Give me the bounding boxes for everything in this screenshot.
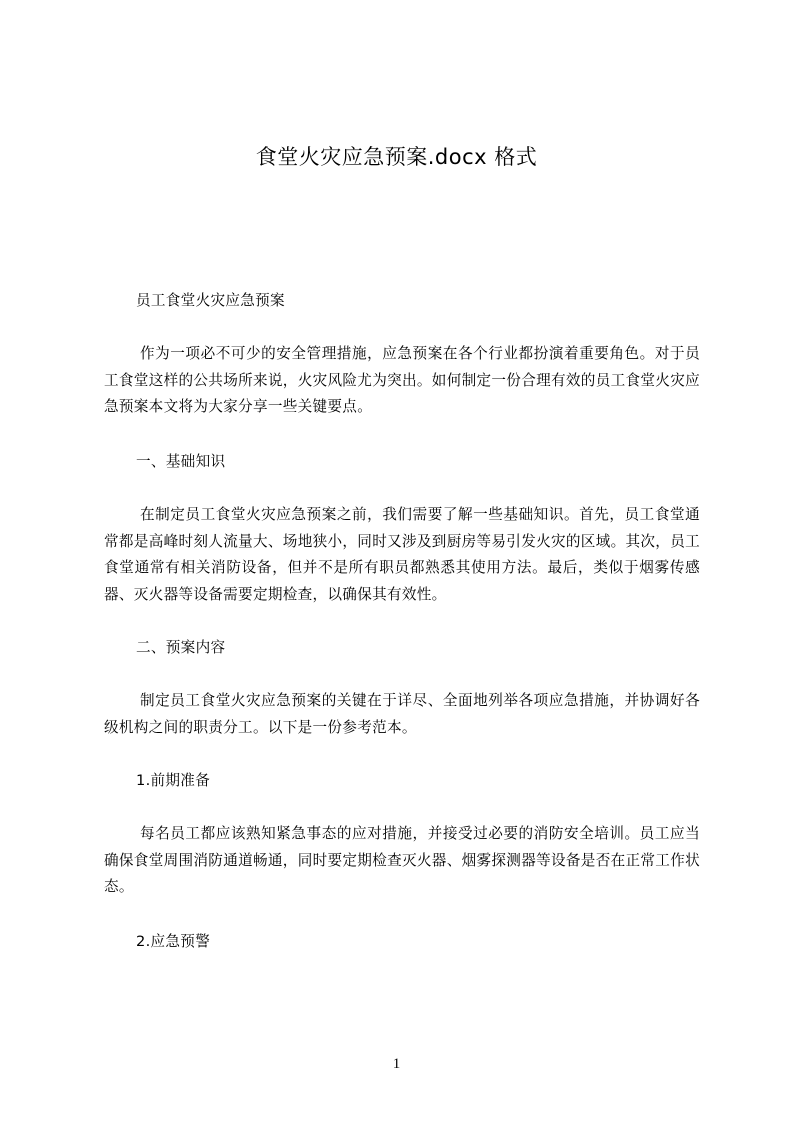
document-subtitle: 员工食堂火灾应急预案 xyxy=(136,292,285,309)
section-body-plan-content: 制定员工食堂火灾应急预案的关键在于详尽、全面地列举各项应急措施，并协调好各级机构之间的职责分工。以下是一份参考范本。 xyxy=(104,692,700,736)
item-heading-warning: 2.应急预警 xyxy=(136,933,211,950)
intro-paragraph: 作为一项必不可少的安全管理措施，应急预案在各个行业都扮演着重要角色。对于员工食堂这样的公共场所来说，火灾风险尤为突出。如何制定一份合理有效的员工食堂火灾应急预案本文将为大家分享一些关键要点。 xyxy=(104,345,700,415)
document-title: 食堂火灾应急预案.docx 格式 xyxy=(255,145,538,169)
item-heading-preparation: 1.前期准备 xyxy=(136,772,211,789)
section-heading-basics: 一、基础知识 xyxy=(136,453,226,470)
page-number: 1 xyxy=(392,1056,401,1072)
section-heading-plan-content: 二、预案内容 xyxy=(136,639,226,656)
item-body-preparation: 每名员工都应该熟知紧急事态的应对措施，并接受过必要的消防安全培训。员工应当确保食堂周围消防通道畅通，同时要定期检查灭火器、烟雾探测器等设备是否在正常工作状态。 xyxy=(104,825,700,895)
section-body-basics: 在制定员工食堂火灾应急预案之前，我们需要了解一些基础知识。首先，员工食堂通常都是高峰时刻人流量大、场地狭小，同时又涉及到厨房等易引发火灾的区域。其次，员工食堂通常有相关消防设备，但并不是所有职员都熟悉其使用方法。最后，类似于烟雾传感器、灭火器等设备需要定期检查，以确保其有效性。 xyxy=(104,506,700,603)
